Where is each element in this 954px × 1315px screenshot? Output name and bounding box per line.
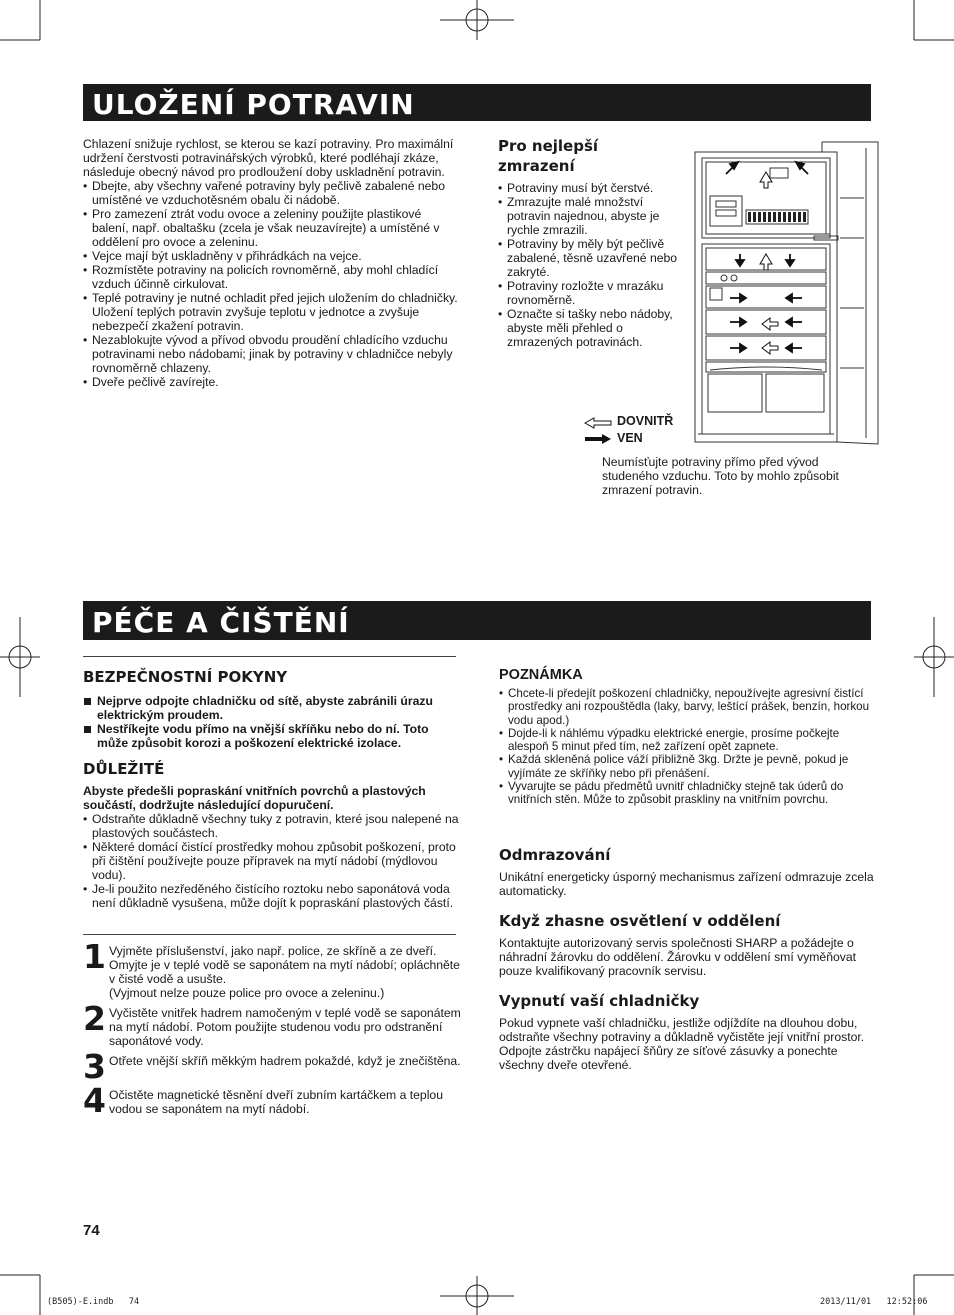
- defrost-text: Unikátní energeticky úsporný mechanismus zařízení odmrazuje zcela automaticky.: [499, 870, 874, 898]
- footer-file: (B505)-E.indb 74: [47, 1297, 140, 1307]
- note-heading: POZNÁMKA: [499, 667, 583, 683]
- step-number: 4: [83, 1081, 106, 1120]
- storage-bullet: • Teplé potraviny je nutné ochladit před jejich uložením do chladničky. Uložení teplých potravin zvyšuje teplotu v jednotce a zvyšuje nebezpečí zkažení potravin.: [83, 291, 461, 333]
- step-3: [83, 1047, 461, 1088]
- note-list: [499, 687, 874, 807]
- steps-list: [83, 937, 461, 1122]
- step-note: (Vyjmout nelze pouze police pro ovoce a zeleninu.): [109, 986, 385, 1000]
- storage-intro-column: [83, 137, 461, 389]
- step-4: [83, 1081, 461, 1122]
- storage-bullet: • Pro zamezení ztrát vodu ovoce a zeleniny použijte plastikové balení, např. obaltašku (zcela je však neuzavírejte) a umístěné v oddělení pro ovoce a zeleninu.: [83, 207, 461, 249]
- off-heading: Vypnutí vaší chladničky: [499, 992, 700, 1010]
- storage-bullet: • Rozmístěte potraviny na policích rovnoměrně, aby mohl chladící vzduch účinně cirkulovat.: [83, 263, 461, 291]
- step-number: 3: [83, 1047, 106, 1086]
- step-text: Vyčistěte vnitřek hadrem namočeným v teplé vodě se saponátem na mytí nádobí. Potom použijte studenou vodu pro odstranění saponátové vody.: [109, 1006, 461, 1048]
- care-banner: PÉČE A ČIŠTĚNÍ: [83, 601, 871, 640]
- important-bullet: • Některé domácí čistící prostředky mohou způsobit poškození, proto při čištění používejte pouze přípravek na mytí nádobí (mýdlovou vodu).: [83, 840, 461, 882]
- legend-out-label: VEN: [617, 431, 643, 445]
- storage-bullet: • Nezablokujte vývod a přívod obvodu proudění chladícího vzduchu potravinami nebo nádobami; jinak by potraviny v chladničce nebyly rovnoměrně chlazeny.: [83, 333, 461, 375]
- safety-list: [83, 694, 461, 750]
- storage-bullet: • Dbejte, aby všechny vařené potraviny byly pečlivě zabalené nebo umístěné ve vzduchotěsném obalu či nádobě.: [83, 179, 461, 207]
- freeze-bullet: • Zmrazujte malé množství potravin najednou, abyste je rychle zmrazili.: [498, 195, 683, 237]
- step-1: [83, 937, 461, 1006]
- freeze-list: [498, 181, 683, 349]
- arrow-in-icon: [584, 417, 612, 429]
- light-text: Kontaktujte autorizovaný servis společnosti SHARP a požádejte o náhradní žárovku do oddělení. Žárovku v oddělení smí vyměňovat pouze kvalifikovaný pracovník servisu.: [499, 936, 857, 978]
- step-text: Očistěte magnetické těsnění dveří zubním kartáčkem a teplou vodou se saponátem na mytí nádobí.: [109, 1088, 443, 1116]
- important-bullet: • Odstraňte důkladně všechny tuky z potravin, které jsou nalepené na plastových součástech.: [83, 812, 461, 840]
- safety-top-rule: [83, 656, 456, 657]
- safety-heading: BEZPEČNOSTNÍ POKYNY: [83, 668, 288, 686]
- storage-intro: Chlazení snižuje rychlost, se kterou se kazí potraviny. Pro maximální udržení čerstvosti potravinářských výrobků, které podléhají zkáze, následuje obecný návod pro prodloužení doby uskladnění potravin.: [83, 137, 454, 179]
- note-bullet: • Vyvarujte se pádu předmětů uvnitř chladničky stejně tak úderů do vnitřních stěn. Může to způsobit praskliny na vnitřním povrchu.: [499, 780, 874, 807]
- light-heading: Když zhasne osvětlení v oddělení: [499, 912, 781, 930]
- important-lead: Abyste předešli popraskání vnitřních povrchů a plastových součástí, dodržujte následující dopuručení.: [83, 784, 426, 812]
- freeze-bullet: • Potraviny rozložte v mrazáku rovnoměrně.: [498, 279, 683, 307]
- storage-banner: ULOŽENÍ POTRAVIN: [83, 84, 871, 121]
- footer-timestamp: 2013/11/01 12:52:06: [820, 1297, 928, 1307]
- note-bullet: • Každá skleněná police váží přibližně 3kg. Držte je pevně, pokud je vyjímáte ze skříňky nebo při přenášení.: [499, 753, 874, 780]
- page-number: 74: [83, 1222, 100, 1239]
- storage-bullet: • Vejce mají být uskladněny v přihrádkách na vejce.: [83, 249, 461, 263]
- step-number: 2: [83, 999, 106, 1038]
- important-block: [83, 784, 461, 910]
- step-text: Vyjměte příslušenství, jako např. police, ze skříně a ze dveří. Omyjte je v teplé vodě se saponátem na mytí nádobí; opláchněte v čisté vodě a usušte.: [109, 944, 460, 986]
- off-text: Pokud vypnete vaší chladničku, jestliže odjíždíte na dlouhou dobu, odstraňte všechny potraviny a důkladně vyčistěte její vnitřní prostor. Odpojte zástrčku napájecí šňůry ze síťové zásuvky a ponechte všechny dveře otevřené.: [499, 1016, 865, 1072]
- freeze-bullet: • Označte si tašky nebo nádoby, abyste měli přehled o zmrazených potravinách.: [498, 307, 683, 349]
- freeze-bullet: • Potraviny by měly být pečlivě zabalené, těsně uzavřené nebo zakryté.: [498, 237, 683, 279]
- step-2: [83, 999, 461, 1054]
- arrow-out-icon: [584, 433, 612, 445]
- safety-item: Nejprve odpojte chladničku od sítě, abyste zabránili úrazu elektrickým proudem.: [83, 694, 461, 722]
- legend-in-label: DOVNITŘ: [617, 414, 674, 428]
- note-bullet: • Chcete-li předejít poškození chladničky, nepoužívejte agresivní čistící prostředky ani rozpouštědla (laky, barvy, leštící prášek, benzín, horkou vodu apod.): [499, 687, 874, 727]
- freeze-heading: Pro nejlepší zmrazení: [498, 137, 599, 175]
- storage-bullet: • Dveře pečlivě zavírejte.: [83, 375, 461, 389]
- step-text: Otřete vnější skříň měkkým hadrem pokaždé, když je znečištěna.: [109, 1054, 461, 1068]
- defrost-heading: Odmrazování: [499, 846, 611, 864]
- freeze-bullet: • Potraviny musí být čerstvé.: [498, 181, 683, 195]
- safety-item: Nestříkejte vodu přímo na vnější skříňku nebo do ní. Toto může způsobit korozi a poškození elektrické izolace.: [83, 722, 461, 750]
- step-number: 1: [83, 937, 106, 976]
- fridge-airflow-illustration: [690, 138, 882, 450]
- steps-top-rule: [83, 934, 456, 935]
- note-bullet: • Dojde-li k náhlému výpadku elektrické energie, prosíme počkejte alespoň 5 minut před tím, než zařízení opět zapnete.: [499, 727, 874, 754]
- important-heading: DŮLEŽITÉ: [83, 760, 165, 778]
- illustration-caption: Neumísťujte potraviny přímo před vývod studeného vzduchu. Toto by mohlo způsobit zmrazení potravin.: [602, 455, 839, 497]
- important-bullet: • Je-li použito nezředěného čistícího roztoku nebo saponátová voda není důkladně vysušena, může dojít k popraskání plastových částí.: [83, 882, 461, 910]
